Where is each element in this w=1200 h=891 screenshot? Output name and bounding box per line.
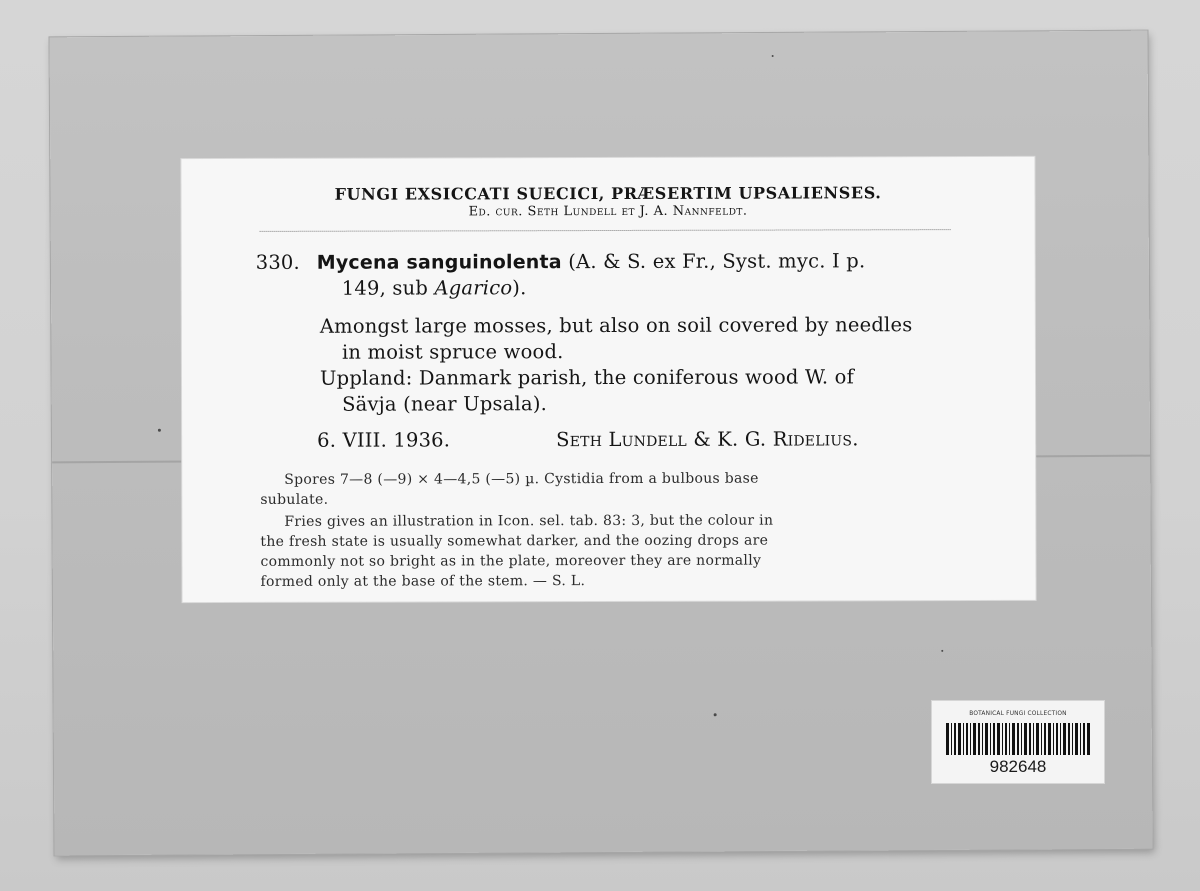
barcode-icon bbox=[946, 723, 1090, 755]
species-line bbox=[317, 249, 866, 273]
authority-end: ). bbox=[512, 276, 527, 300]
locality-line-2: Sävja (near Upsala). bbox=[342, 392, 548, 416]
authority-text: 149, sub bbox=[341, 276, 435, 300]
fries-note-line-1: Fries gives an illustration in Icon. sel. tab. 83: 3, but the colour in bbox=[284, 512, 774, 530]
barcode-label bbox=[932, 701, 1104, 783]
specimen-fragment bbox=[772, 55, 774, 57]
title-divider bbox=[260, 229, 951, 232]
fries-note-line-2: the fresh state is usually somewhat darker, and the oozing drops are bbox=[260, 532, 769, 550]
barcode-caption: BOTANICAL FUNGI COLLECTION bbox=[969, 709, 1067, 717]
species-name: Mycena sanguinolenta bbox=[316, 251, 562, 274]
authority-continuation bbox=[342, 276, 527, 299]
habitat-line-2: in moist spruce wood. bbox=[341, 340, 564, 364]
fries-note-line-3: commonly not so bright as in the plate, moreover they are normally bbox=[260, 552, 762, 570]
spore-note-line-1: Spores 7—8 (—9) × 4—4,5 (—5) µ. Cystidia from a bulbous base bbox=[284, 470, 759, 488]
spore-note-line-2: subulate. bbox=[260, 491, 329, 508]
barcode-number: 982648 bbox=[989, 757, 1047, 776]
series-title: FUNGI EXSICCATI SUECICI, PRÆSERTIM UPSALIENSES. bbox=[334, 183, 882, 204]
authority-genus: Agarico bbox=[434, 276, 513, 300]
locality-line-1: Uppland: Danmark parish, the coniferous wood W. of bbox=[319, 365, 855, 390]
series-editors: Ed. cur. Seth Lundell et J. A. Nannfeldt. bbox=[468, 203, 748, 220]
collectors: Seth Lundell & K. G. Ridelius. bbox=[556, 427, 859, 452]
collection-date: 6. VIII. 1936. bbox=[317, 428, 451, 452]
exsiccata-label bbox=[181, 157, 1035, 602]
specimen-fragment bbox=[941, 650, 943, 652]
specimen-fragment bbox=[158, 429, 161, 432]
specimen-number: 330. bbox=[255, 250, 300, 274]
species-authority: (A. & S. ex Fr., Syst. myc. I p. bbox=[568, 249, 866, 274]
habitat-line-1: Amongst large mosses, but also on soil covered by needles bbox=[319, 313, 913, 338]
specimen-fragment bbox=[714, 713, 717, 716]
fries-note-line-4: formed only at the base of the stem. — S. L. bbox=[260, 573, 586, 590]
